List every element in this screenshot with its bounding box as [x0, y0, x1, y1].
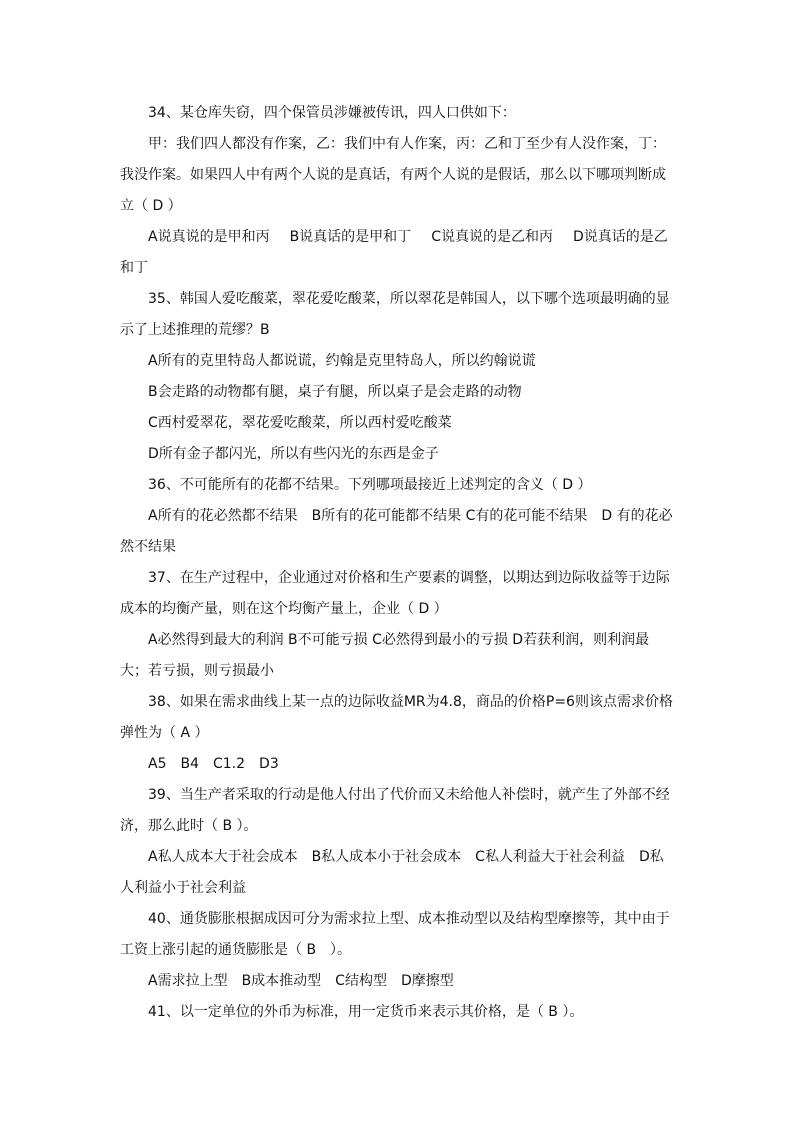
- question-39-options: A私人成本大于社会成本 B私人成本小于社会成本 C私人利益大于社会利益 D私人利益小于社会利益: [120, 849, 664, 896]
- question-36-options: A所有的花必然都不结果 B所有的花可能都不结果 C有的花可能不结果 D 有的花必然不结果: [120, 508, 673, 555]
- question-40-stem: 40、通货膨胀根据成因可分为需求拉上型、成本推动型以及结构型摩擦等，其中由于工资上涨引起的通货膨胀是（ B ）。: [120, 911, 670, 958]
- question-34-stem: 34、某仓库失窃，四个保管员涉嫌被传讯，四人口供如下：: [148, 105, 516, 121]
- question-34-option-a: A说真说的是甲和丙: [148, 229, 270, 245]
- question-34-option-c: C说真说的是乙和丙: [431, 229, 553, 245]
- question-35-option-d: D所有金子都闪光，所以有些闪光的东西是金子: [148, 446, 439, 462]
- document-body: [120, 98, 676, 1028]
- question-40-options: A需求拉上型 B成本推动型 C结构型 D摩擦型: [148, 973, 454, 989]
- question-37-stem: 37、在生产过程中，企业通过对价格和生产要素的调整，以期达到边际收益等于边际成本的均衡产量，则在这个均衡产量上，企业（ D ）: [120, 570, 670, 617]
- question-36-stem: 36、不可能所有的花都不结果。下列哪项最接近上述判定的含义（ D ）: [148, 477, 592, 493]
- question-34-statement: 甲：我们四人都没有作案，乙：我们中有人作案，丙：乙和丁至少有人没作案，丁：我没作案。如果四人中有两个人说的是真话，有两个人说的是假话，那么以下哪项判断成立（ D ）: [120, 136, 666, 214]
- question-38-stem: 38、如果在需求曲线上某一点的边际收益MR为4.8，商品的价格P=6则该点需求价格弹性为（ A ）: [120, 694, 673, 741]
- question-35-option-c: C西村爱翠花，翠花爱吃酸菜，所以西村爱吃酸菜: [148, 415, 452, 431]
- question-35-option-b: B会走路的动物都有腿，桌子有腿，所以桌子是会走路的动物: [148, 384, 522, 400]
- question-38-options: A5 B4 C1.2 D3: [148, 756, 279, 772]
- question-34-option-d: D说真话的是乙和丁: [120, 229, 668, 276]
- question-41-stem: 41、以一定单位的外币为标准，用一定货币来表示其价格，是（ B ）。: [148, 1004, 584, 1020]
- question-34-option-b: B说真话的是甲和丁: [289, 229, 412, 245]
- question-39-stem: 39、当生产者采取的行动是他人付出了代价而又未给他人补偿时，就产生了外部不经济，那么此时（ B ）。: [120, 787, 670, 834]
- question-34-options: [120, 222, 676, 284]
- question-35-stem: 35、韩国人爱吃酸菜，翠花爱吃酸菜，所以翠花是韩国人，以下哪个选项最明确的显示了上述推理的荒缪？B: [120, 291, 670, 338]
- question-37-options: A必然得到最大的利润 B不可能亏损 C必然得到最小的亏损 D若获利润，则利润最大；若亏损，则亏损最小: [120, 632, 650, 679]
- question-35-option-a: A所有的克里特岛人都说谎，约翰是克里特岛人，所以约翰说谎: [148, 353, 536, 369]
